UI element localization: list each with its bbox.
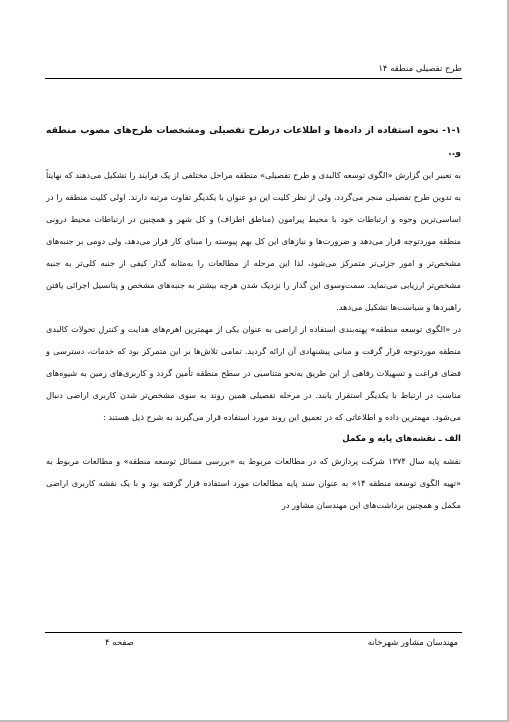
subsection-heading: الف ـ نقشه‌های پایه و مکمل <box>342 434 461 444</box>
paragraph-2: در «الگوی توسعه منطقه» پهنه‌بندی استفاده از اراضی به عنوان یکی از مهمترین اهرم‌های هدایت و کنترل تحولات کالبدی منطقه موردتوجه قرار گرفت و مبانی پیشنهادی آن ارائه گردید. تمامی تلاش‌ها بر این متمرکز بود که خدمات، دسترسی و فضای فراغت و تسهیلات رفاهی از این طریق به‌نحو متناسبی در سطح منطقه تأمین گردد و کاربری‌های زمین به شیوه‌های مناسب در ارتباط با یکدیگر استقرار یابند. در مرحله تفصیلی همین روند به سوی مشخص‌تر شدن کاربری اراضی دنبال می‌شود. مهمترین داده و اطلاعاتی که در تعمیق این روند مورد استفاده قرار می‌گیرند به شرح ذیل هستند : <box>46 324 461 422</box>
page-footer <box>45 632 462 649</box>
section-heading: ۱-۱- نحوه استفاده از داده‌ها و اطلاعات درطرح تفصیلی ومشخصات طرح‌های مصوب منطقه و.. <box>46 125 461 158</box>
page-header <box>45 62 462 79</box>
paragraph-1: به تعبیر این گزارش «الگوی توسعه کالبدی و طرح تفصیلی» منطقه مراحل مختلفی از یک فرایند را تشکیل می‌دهند که نهایتاً به تدوین طرح تفصیلی منجر می‌گردد، ولی از نظر کلیت این دو عنوان با یکدیگر تفاوت مرتبه دارند. اولی کلیت منطقه را در اساسی‌ترین وجوه و ارتباطات خود با محیط پیرامون (مناطق اطراف) و کل شهر و همچنین در ارتباطات محیط درونی منطقه موردتوجه قرار می‌دهد و ضرورت‌ها و نیازهای این کل بهم پیوسته را مبنای کار قرار می‌دهد، ولی دومی بر جنبه‌های مشخص‌تر و امور جزئی‌تر متمرکز می‌شود، لذا این مرحله از مطالعات را به‌مثابه گذار کیفی از جنبه کلی‌تر به جنبه مشخص‌تر ارزیابی می‌نماید. سمت‌وسوی این گذار را نزدیک شدن هرچه بیشتر به جنبه‌های مشخص و پتانسیل اجرائی یافتن راهبردها و سیاست‌ها تشکیل می‌دهد. <box>46 170 461 312</box>
footer-company: مهندسان مشاور شهرخانه <box>367 638 458 648</box>
page-content <box>46 120 461 516</box>
paragraph-3: نقشه پایه سال ۱۳۷۴ شرکت پردازش که در مطالعات مربوط به «بررسی مسائل توسعه منطقه» و مطالعات مربوط به «تهیه الگوی توسعه منطقه ۱۴» به عنوان سند پایه مطالعات مورد استفاده قرار گرفته بود و با یک نقشه کاربری اراضی مکمل و همچنین برداشت‌های این مهندسان مشاور در <box>46 456 461 510</box>
header-title: طرح تفصیلی منطقه ۱۴ <box>378 64 462 74</box>
page-number: صفحه ۴ <box>105 638 134 648</box>
